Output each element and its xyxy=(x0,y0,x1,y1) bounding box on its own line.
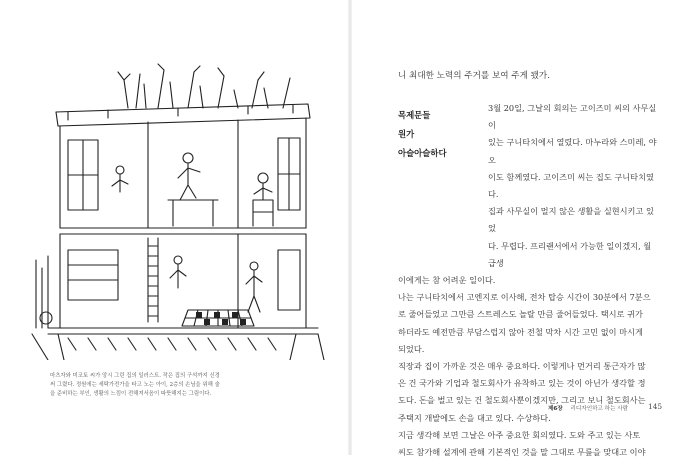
body-line: 지금 생각해 보면 그날은 아주 중요한 회의였다. 도와 주고 있는 사토 xyxy=(398,429,641,440)
sidebar-keyword: 원가 xyxy=(398,129,415,139)
body-line: 직장과 집이 가까운 것은 매우 중요하다. 이렇게나 먼거리 통근자가 많 xyxy=(398,361,646,372)
body-line: 도다. 돈을 벌고 있는 건 철도회사뿐이겠지만, 그리고 보니 철도회사는 xyxy=(398,395,646,406)
intro-line: 니 최대한 노력의 주거를 보여 주게 됐가. xyxy=(398,71,550,81)
house-cutaway-sketch xyxy=(28,60,328,360)
body-line: 되었다. xyxy=(398,343,425,354)
left-page xyxy=(0,0,350,455)
body-line: 집과 사무실이 멀지 않은 생활을 실현시키고 있었 xyxy=(488,206,654,234)
body-line: 로 줄어들었고 그만큼 스트레스도 놀랄 만큼 줄어들었다. 택시로 귀가 xyxy=(398,309,643,320)
page-number: 145 xyxy=(648,402,663,411)
body-line: 3월 20일, 그날의 회의는 고이즈미 씨의 사무실이 xyxy=(488,103,657,131)
chapter-title: 리디자인하고 하는 사람 xyxy=(570,406,629,412)
body-line: 은 건 국가와 기업과 철도회사가 유착하고 있는 것이 아닌가 생각할 정 xyxy=(398,378,646,389)
body-line: 씨도 참가해 설계에 관해 기본적인 것을 말 그대로 무릎을 맞대고 이야 xyxy=(398,447,646,458)
caption-line: 마츠자와 미코토 씨가 앙시 그린 집의 일러스트. 작은 집의 구석까지 신경 xyxy=(50,373,220,379)
body-line: 이에게는 참 어려운 일이다. xyxy=(398,275,496,286)
body-line: 이도 함께였다. 고이즈미 씨는 집도 구니타치였다. xyxy=(488,171,654,200)
right-page xyxy=(350,0,700,458)
chapter-label: 제6장 xyxy=(548,406,563,412)
house-illustration xyxy=(28,60,328,360)
caption-line: 써 그렸다. 정원에는 세탁가전가을 타고 노는 아이, 2층의 손님을 위해 술 xyxy=(50,382,220,388)
body-line: 다. 무렵다. 프리랜서에서 가능한 일이겠지, 월급생 xyxy=(488,240,652,268)
caption-line: 을 준비하는 부인, 생활의 느낌이 전해져서음이 따뜻해지는 그림이다. xyxy=(50,391,212,397)
running-head xyxy=(548,404,628,412)
sidebar-keyword: 목제문들 xyxy=(398,110,431,120)
illustration-caption xyxy=(50,372,300,399)
body-line: 나는 구니타치에서 고엔지로 이사해, 전차 탑승 시간이 30분에서 7분으 xyxy=(398,292,651,303)
body-line: 주택지 개발에도 손을 대고 있다. 수상하다. xyxy=(398,412,551,423)
body-line: 있는 구니타치에서 열렸다. 마누라와 스미레, 야오 xyxy=(488,137,657,165)
sidebar-keyword: 아슬아슬하다 xyxy=(398,148,447,158)
body-line: 하더라도 예전만큼 부담스럽지 않아 전철 막차 시간 고민 없이 마시게 xyxy=(398,326,643,337)
